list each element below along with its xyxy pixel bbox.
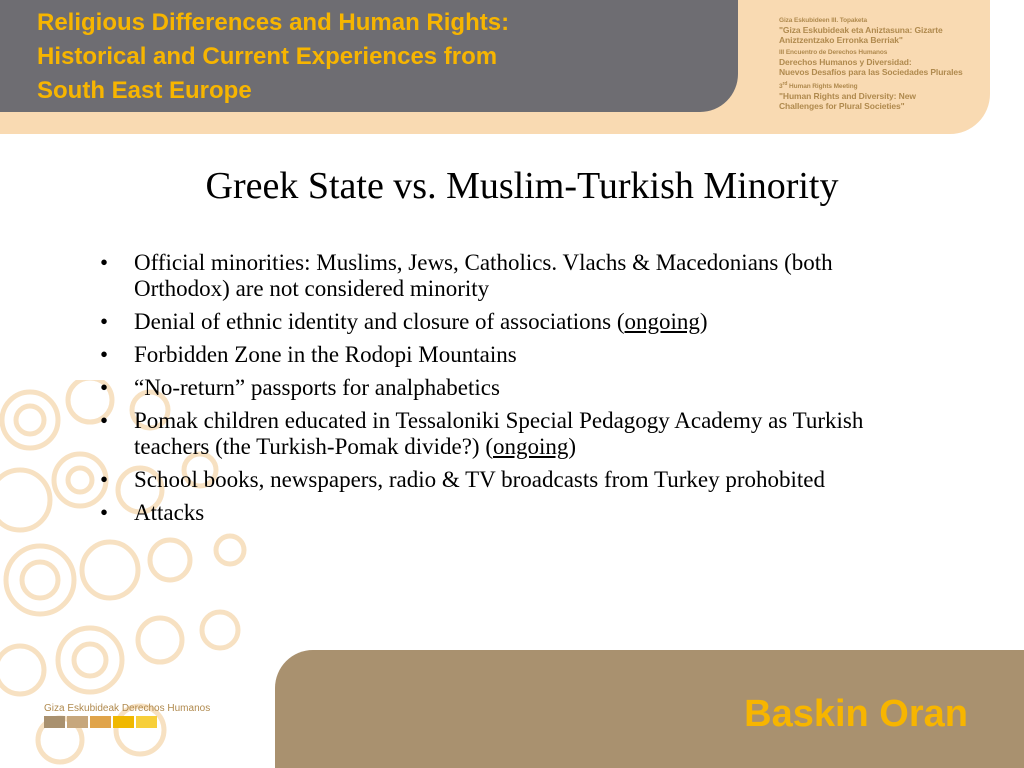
bullet-marker: • xyxy=(100,342,109,367)
spanish-title-1: Derechos Humanos y Diversidad: xyxy=(779,57,912,67)
bullet-list xyxy=(100,250,930,533)
header-bar xyxy=(0,0,1024,134)
english-edition: Human Rights Meeting xyxy=(789,83,858,91)
logo-square xyxy=(136,716,157,728)
spanish-edition: III Encuentro de Derechos Humanos xyxy=(779,49,888,56)
logo-square xyxy=(44,716,65,728)
presentation-title-line: Historical and Current Experiences from xyxy=(37,43,498,70)
presentation-title xyxy=(37,6,677,108)
bullet-marker: • xyxy=(100,250,109,275)
english-edition-ordinal: rd xyxy=(782,81,788,87)
bullet-marker: • xyxy=(100,500,109,525)
bullet-item xyxy=(100,250,930,302)
logo-square xyxy=(67,716,88,728)
bullet-item xyxy=(100,500,930,526)
bullet-item xyxy=(100,408,930,460)
english-edition-number: 3 xyxy=(779,83,783,91)
bullet-text-end: ) xyxy=(699,309,708,334)
ongoing-link[interactable]: ongoing xyxy=(492,434,569,459)
bullet-text-end: ) xyxy=(568,434,577,459)
bullet-text: Forbidden Zone in the Rodopi Mountains xyxy=(134,342,517,367)
bullet-text: Attacks xyxy=(134,500,205,525)
english-title-1: "Human Rights and Diversity: New xyxy=(779,91,916,102)
bullet-marker: • xyxy=(100,408,109,433)
author-name: Baskin Oran xyxy=(744,693,968,735)
bullet-marker: • xyxy=(100,375,109,400)
conference-info xyxy=(779,16,989,111)
bullet-text: Denial of ethnic identity and closure of associations ( xyxy=(134,309,625,334)
presentation-title-line: South East Europe xyxy=(37,77,252,104)
logo-square xyxy=(113,716,134,728)
bullet-item xyxy=(100,467,930,493)
bullet-item xyxy=(100,375,930,401)
basque-title-1: "Giza Eskubideak eta Aniztasuna: Gizarte xyxy=(779,25,943,35)
bullet-marker: • xyxy=(100,467,109,492)
bullet-text: School books, newspapers, radio & TV broadcasts from Turkey prohobited xyxy=(134,467,825,492)
basque-title-2: Aniztzentzako Erronka Berriak" xyxy=(779,35,903,45)
spanish-title-2: Nuevos Desafíos para las Sociedades Plurales xyxy=(779,67,963,77)
bullet-text: Pomak children educated in Tessaloniki Special Pedagogy Academy as Turkish teachers (the Turkish-Pomak divide?) ( xyxy=(134,408,864,459)
english-edition-line xyxy=(779,80,989,91)
english-title-2: Challenges for Plural Societies" xyxy=(779,101,905,112)
ongoing-link[interactable]: ongoing xyxy=(624,309,700,334)
bullet-item xyxy=(100,309,930,335)
bullet-marker: • xyxy=(100,309,109,334)
logo-square xyxy=(90,716,111,728)
bullet-text: Official minorities: Muslims, Jews, Catholics. Vlachs & Macedonians (both Orthodox) are not considered minority xyxy=(134,250,833,301)
slide-title: Greek State vs. Muslim-Turkish Minority xyxy=(205,165,839,207)
bullet-item xyxy=(100,342,930,368)
bullet-text: “No-return” passports for analphabetics xyxy=(134,375,500,400)
organization-logo-squares xyxy=(44,716,157,728)
organization-logo-text: Giza Eskubideak Derechos Humanos xyxy=(44,703,211,714)
presentation-title-line: Religious Differences and Human Rights: xyxy=(37,9,510,36)
basque-edition: Giza Eskubideen III. Topaketa xyxy=(779,17,868,24)
